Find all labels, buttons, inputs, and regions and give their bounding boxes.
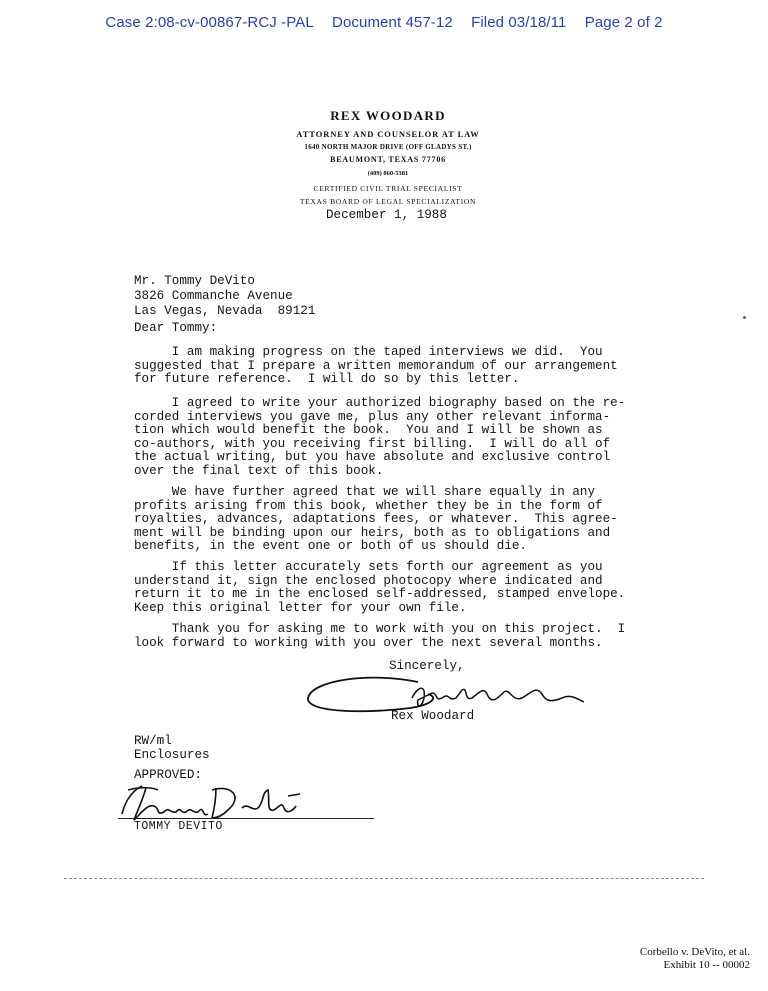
recipient-city: Las Vegas, Nevada 89121 — [134, 304, 316, 318]
paragraph: Thank you for asking me to work with you on this project. I look forward to working with you over the next several months. — [134, 622, 626, 650]
exhibit-case: Corbello v. DeVito, et al. — [639, 946, 750, 958]
reference-initials — [134, 734, 210, 762]
letterhead-address: 1640 NORTH MAJOR DRIVE (OFF GLADYS ST.) — [304, 143, 472, 151]
approved-label: APPROVED: — [134, 768, 203, 782]
recipient-address — [134, 274, 315, 319]
page-number: Page 2 of 2 — [584, 14, 663, 31]
exhibit-number: Exhibit 10 -- 00002 — [663, 959, 750, 971]
letterhead-board: TEXAS BOARD OF LEGAL SPECIALIZATION — [299, 197, 477, 206]
typist-initials: RW/ml — [134, 734, 172, 748]
enclosures-note: Enclosures — [134, 748, 210, 762]
recipient-street: 3826 Commanche Avenue — [134, 289, 293, 303]
letterhead-title: ATTORNEY AND COUNSELOR AT LAW — [296, 129, 480, 139]
paragraph: I am making progress on the taped interviews we did. You suggested that I prepare a written memorandum of our arrangement for future reference. I will do so by this letter. — [134, 345, 618, 387]
scan-speck — [743, 316, 746, 319]
letterhead-city: BEAUMONT, TEXAS 77706 — [330, 155, 446, 164]
paragraph: We have further agreed that we will share equally in any profits arising from this book, whether they be in the form of royalties, advances, adaptations fees, or whatever. This agree- ment will be binding upon our heirs, both as to obligations and benefits, in the event one or both of us should die. — [134, 485, 618, 554]
signer-name: Rex Woodard — [391, 709, 475, 723]
filed-date: Filed 03/18/11 — [471, 14, 567, 31]
closing: Sincerely, — [389, 659, 465, 673]
letterhead-specialist: CERTIFIED CIVIL TRIAL SPECIALIST — [313, 184, 463, 193]
exhibit-label — [640, 946, 750, 972]
paragraph: I agreed to write your authorized biography based on the re- corded interviews you gave me, plus any other relevant informa- tion which would benefit the book. You and I will be shown as co-authors, with you receiving first billing. I will do all of the actual writing, but you have absolute and exclusive control over the final text of this book. — [134, 396, 626, 478]
letterhead-name: REX WOODARD — [330, 108, 446, 123]
paragraph: If this letter accurately sets forth our agreement as you understand it, sign the enclosed photocopy where indicated and return it to me in the enclosed self-addressed, stamped envelope. Keep this original letter for your own file. — [134, 560, 626, 615]
approver-name: TOMMY DEVITO — [134, 820, 223, 833]
letterhead — [230, 108, 546, 206]
page-bottom-rule — [64, 878, 704, 879]
recipient-name: Mr. Tommy DeVito — [134, 274, 255, 288]
letter-date: December 1, 1988 — [326, 208, 447, 222]
case-number: Case 2:08-cv-00867-RCJ -PAL — [105, 14, 314, 31]
signature-line — [118, 818, 374, 819]
salutation: Dear Tommy: — [134, 321, 218, 335]
document-number: Document 457-12 — [332, 14, 453, 31]
letterhead-phone: (409) 860-5381 — [367, 170, 409, 177]
court-filing-header — [0, 14, 768, 31]
